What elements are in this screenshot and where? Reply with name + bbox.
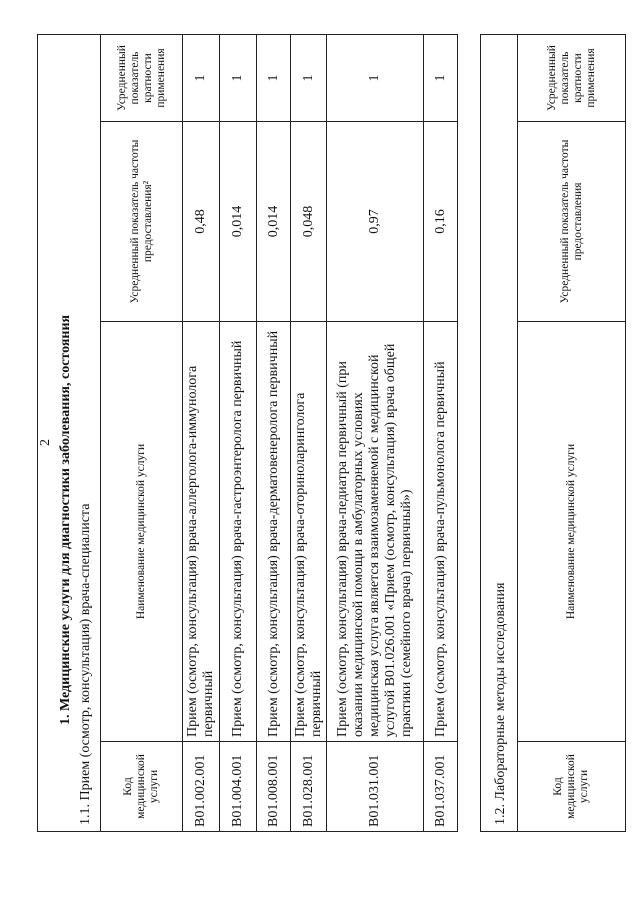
- header-multiplicity: Усредненный показатель кратности применения: [101, 35, 183, 121]
- table-row-multiplicity: 1: [257, 35, 291, 121]
- subsection-1-1-title: 1.1. Прием (осмотр, консультация) врача-специалиста: [78, 503, 93, 825]
- table-row-code: B01.002.001: [183, 741, 220, 831]
- header-multiplicity: Усредненный показатель кратности применения: [545, 45, 597, 111]
- table-row-frequency: 0,014: [220, 121, 257, 321]
- table-row-frequency: 0,48: [183, 121, 220, 321]
- header-frequency: Усредненный показатель частоты предоставления²: [101, 121, 183, 321]
- header-name: Наименование медицинской услуги: [518, 321, 625, 741]
- table-row-multiplicity: 1: [291, 35, 327, 121]
- table-row-multiplicity: 1: [327, 35, 424, 121]
- services-table-1: [37, 34, 458, 832]
- header-name: Наименование медицинской услуги: [101, 321, 183, 741]
- table-row-multiplicity: 1: [220, 35, 257, 121]
- table-row-name: Прием (осмотр, консультация) врача-пульмонолога первичный: [424, 321, 457, 741]
- page-number: 2: [38, 439, 53, 446]
- table-row-multiplicity: 1: [432, 74, 448, 82]
- table-row-code: B01.031.001: [327, 741, 424, 831]
- section-1-title: 1. Медицинские услуги для диагностики заболевания, состояния: [58, 314, 73, 725]
- header-code: Код медицинской услуги: [101, 741, 183, 831]
- table-row-code: B01.004.001: [220, 741, 257, 831]
- header-frequency: Усредненный показатель частоты предоставления: [518, 121, 625, 321]
- table-row-name: Прием (осмотр, консультация) врача-аллерголога-иммунолога первичный: [183, 321, 220, 741]
- table-row-name: Прием (осмотр, консультация) врача-дерматовенеролога первичный: [257, 321, 291, 741]
- table-row-name: Прием (осмотр, консультация) врача-оториноларинголога первичный: [291, 321, 327, 741]
- table-row-code: B01.037.001: [424, 741, 457, 831]
- table-row-frequency: 0,048: [291, 121, 327, 321]
- table-row-code: B01.008.001: [257, 741, 291, 831]
- table-row-name: Прием (осмотр, консультация) врача-гастроэнтеролога первичный: [220, 321, 257, 741]
- subsection-1-2-title: 1.2. Лабораторные методы исследования: [493, 582, 508, 825]
- table-row-multiplicity: 1: [183, 35, 220, 121]
- table-row-code: B01.028.001: [291, 741, 327, 831]
- table-row-frequency: 0,014: [257, 121, 291, 321]
- table-row-frequency: 0,97: [327, 121, 424, 321]
- header-code: Код медицинской услуги: [518, 741, 625, 831]
- table-row-frequency: 0,16: [424, 121, 457, 321]
- services-table-2: [480, 34, 626, 832]
- table-row-name: Прием (осмотр, консультация) врача-педиатра первичный (при оказании медицинской помощи в амбулаторных условиях медицинская услуга является взаимозаменяемой с медицинской услугой B01.026.001 «Прием (осмотр, консультация) врача общей практики (семейного врача) первичный»): [327, 321, 424, 741]
